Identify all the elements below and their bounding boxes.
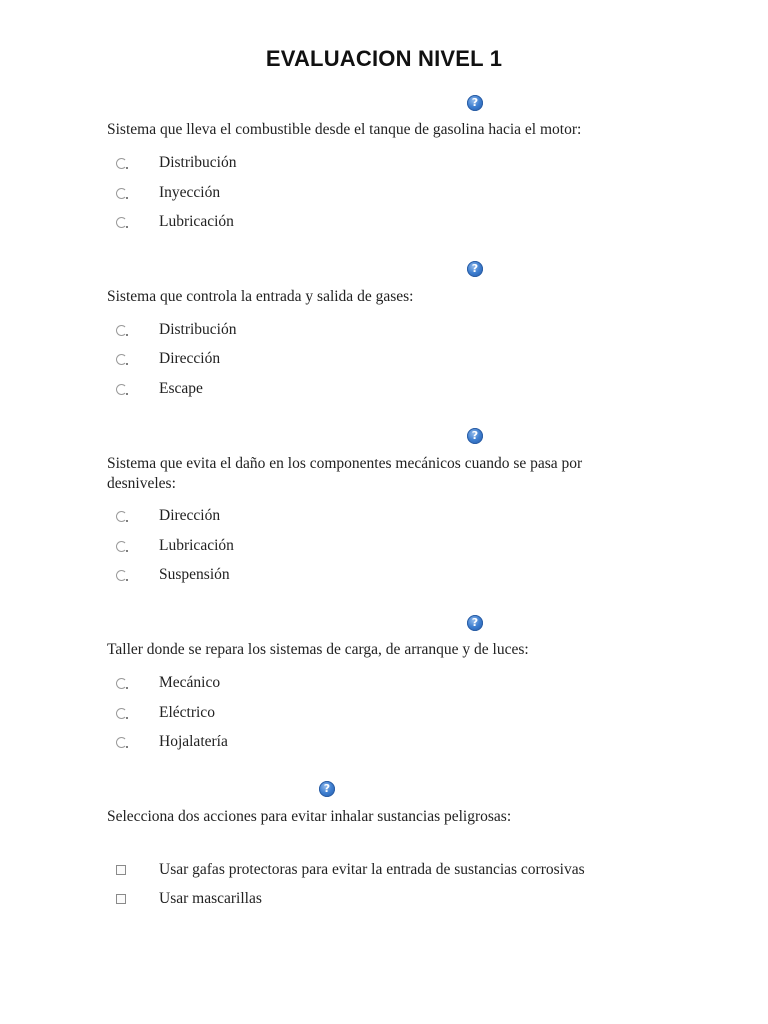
question-3-option-1[interactable] [116,506,220,526]
question-4-text: Taller donde se repara los sistemas de carga, de arranque y de luces: [107,641,529,658]
option-label: Inyección [159,184,221,201]
page-title: EVALUACION NIVEL 1 [265,46,503,71]
option-label: Hojalatería [159,733,228,750]
question-2-text: Sistema que controla la entrada y salida de gases: [107,288,414,305]
question-5-option-2[interactable] [116,889,262,909]
question-4-option-1[interactable] [116,673,220,693]
help-icon[interactable]: ? [467,261,483,277]
radio-button[interactable] [116,678,127,689]
radio-button[interactable] [116,158,127,169]
question-1-option-3[interactable] [116,212,234,232]
question-5-option-1[interactable] [116,860,585,880]
option-label: Suspensión [159,566,230,583]
question-3-option-3[interactable] [116,565,230,585]
option-label: Distribución [159,321,237,338]
question-4-option-3[interactable] [116,732,228,752]
radio-button[interactable] [116,325,127,336]
help-icon[interactable]: ? [467,95,483,111]
question-4-option-2[interactable] [116,703,215,723]
help-icon[interactable]: ? [319,781,335,797]
option-label: Lubricación [159,537,234,554]
radio-button[interactable] [116,570,127,581]
radio-button[interactable] [116,737,127,748]
option-label: Mecánico [159,674,221,691]
radio-button[interactable] [116,217,127,228]
option-label: Dirección [159,507,221,524]
question-1-option-2[interactable] [116,183,220,203]
question-2-option-1[interactable] [116,320,237,340]
option-label: Usar mascarillas [159,890,262,907]
question-1-option-1[interactable] [116,153,237,173]
question-2-option-3[interactable] [116,379,203,399]
checkbox[interactable] [116,865,126,875]
radio-button[interactable] [116,188,127,199]
checkbox[interactable] [116,894,126,904]
radio-button[interactable] [116,511,127,522]
option-label: Eléctrico [159,704,215,721]
option-label: Escape [159,380,203,397]
question-1-text: Sistema que lleva el combustible desde el tanque de gasolina hacia el motor: [107,121,582,138]
question-3-text: Sistema que evita el daño en los componentes mecánicos cuando se pasa por desniveles: [107,455,583,492]
help-icon[interactable]: ? [467,615,483,631]
option-label: Lubricación [159,213,234,230]
option-label: Distribución [159,154,237,171]
question-5-text: Selecciona dos acciones para evitar inhalar sustancias peligrosas: [107,808,512,825]
radio-button[interactable] [116,354,127,365]
radio-button[interactable] [116,541,127,552]
option-label: Dirección [159,350,221,367]
radio-button[interactable] [116,708,127,719]
option-label: Usar gafas protectoras para evitar la entrada de sustancias corrosivas [159,861,585,878]
question-2-option-2[interactable] [116,349,220,369]
help-icon[interactable]: ? [467,428,483,444]
radio-button[interactable] [116,384,127,395]
question-3-option-2[interactable] [116,536,234,556]
